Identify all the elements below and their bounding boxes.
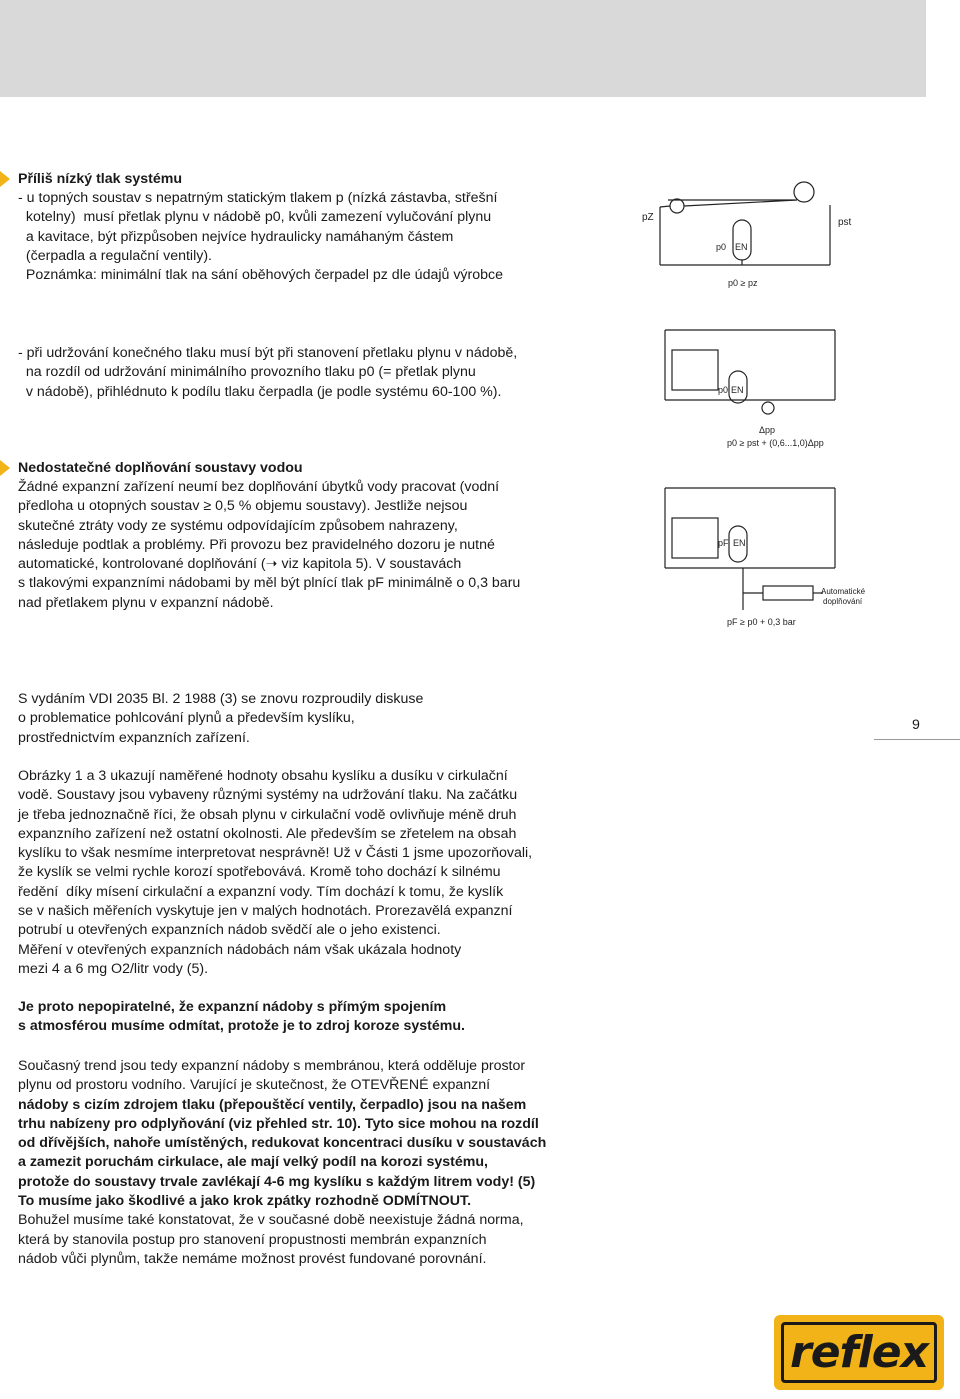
text-line: s atmosférou musíme odmítat, protože je to zdroj koroze systému. bbox=[18, 1018, 465, 1035]
text-line: Poznámka: minimální tlak na sání oběhových čerpadel pz dle údajů výrobce bbox=[18, 267, 504, 284]
pump-icon bbox=[762, 402, 774, 414]
text-line: (čerpadla a regulační ventily). bbox=[18, 247, 212, 264]
dp-label: Δpp bbox=[759, 425, 776, 435]
text-line: ředění díky mísení cirkulační a expanzní vody. Tím dochází k tomu, že kyslík bbox=[18, 883, 504, 900]
text-line: Obrázky 1 a 3 ukazují naměřené hodnoty obsahu kyslíku a dusíku v cirkulační bbox=[18, 768, 508, 784]
text-line: nádoby s cizím zdrojem tlaku (přepouštěcí ventily, čerpadlo) jsou na našem bbox=[18, 1096, 527, 1113]
text-line: plynu od prostoru vodního. Varující je skutečnost, že OTEVŘENÉ expanzní bbox=[18, 1077, 491, 1094]
text-line: se v našich měřeních vyskytuje jen v malých hodnotách. Prorezavělá expanzní bbox=[18, 903, 513, 920]
text-line: Současný trend jsou tedy expanzní nádoby s membránou, která odděluje prostor bbox=[18, 1058, 526, 1074]
diagram-1 bbox=[640, 175, 860, 295]
formula-label: p0 ≥ pz bbox=[728, 278, 758, 288]
text-line: je třeba jednoznačně říci, že obsah plynu v cirkulační vodě ovlivňuje méně druh bbox=[18, 806, 517, 823]
text-line: S vydáním VDI 2035 Bl. 2 1988 (3) se znovu rozproudily diskuse bbox=[18, 691, 424, 707]
text-line: o problematice pohlcování plynů a především kyslíku, bbox=[18, 710, 355, 727]
text-line: na rozdíl od udržování minimálního provozního tlaku p0 (= přetlak plynu bbox=[18, 364, 476, 381]
text-line: Žádné expanzní zařízení neumí bez doplňování úbytků vody pracovat (vodní bbox=[18, 479, 500, 495]
text-line: která by stanovila postup pro stanovení propustnosti membrán expanzních bbox=[18, 1231, 487, 1248]
section-heading: Nedostatečné doplňování soustavy vodou bbox=[18, 460, 303, 476]
section-body bbox=[18, 189, 503, 285]
logo-text: reflex bbox=[781, 1322, 937, 1383]
text-line: - při udržování konečného tlaku musí být při stanovení přetlaku plynu v nádobě, bbox=[18, 345, 518, 361]
diagram-3 bbox=[655, 478, 875, 633]
text-line: potrubí u otevřených expanzních nádob svědčí ale o jeho existenci. bbox=[18, 922, 441, 939]
p0-label: p0 bbox=[716, 242, 727, 252]
section-body bbox=[18, 478, 520, 613]
text-line: kotelny) musí přetlak plynu v nádobě p0, kvůli zamezení vylučování plynu bbox=[18, 209, 492, 226]
text-line: od dřívějších, nahoře umístěných, redukovat koncentraci dusíku v soustavách bbox=[18, 1135, 547, 1152]
section-body bbox=[18, 344, 517, 402]
pst-label: pst bbox=[838, 217, 852, 228]
pf-label: pF bbox=[718, 538, 729, 548]
p0-label: p0 bbox=[718, 385, 729, 395]
auto-label: doplňování bbox=[823, 597, 863, 606]
intro-block bbox=[18, 690, 423, 748]
expansion-tank-icon bbox=[733, 220, 751, 260]
page-number-divider bbox=[874, 739, 960, 740]
header-band bbox=[0, 0, 926, 97]
text-line: Měření v otevřených expanzních nádobách nám však ukázala hodnoty bbox=[18, 941, 462, 958]
boiler-icon bbox=[672, 350, 718, 390]
text-line: vodě. Soustavy jsou vybaveny různými systémy na udržování tlaku. Na začátku bbox=[18, 787, 518, 804]
boiler-icon bbox=[672, 518, 718, 558]
text-line: a kavitace, být přizpůsoben nejvíce hydraulicky namáhaným částem bbox=[18, 228, 454, 245]
text-line: a zamezit poruchám cirkulace, ale mají velký podíl na korozi systému, bbox=[18, 1154, 488, 1171]
text-line: To musíme jako škodlivé a jako krok zpátky rozhodně ODMÍTNOUT. bbox=[18, 1193, 472, 1210]
auto-label: Automatické bbox=[821, 587, 866, 596]
text-line: - u topných soustav s nepatrným statickým tlakem p (nízká zástavba, střešní bbox=[18, 190, 498, 206]
page-number: 9 bbox=[912, 717, 920, 733]
text-line: trhu nabízeny pro odplyňování (viz přehled str. 10). Tyto sice mohou na rozdíl bbox=[18, 1115, 539, 1132]
text-line: Bohužel musíme také konstatovat, že v současné době neexistuje žádná norma, bbox=[18, 1212, 524, 1229]
text-line: mezi 4 a 6 mg O2/litr vody (5). bbox=[18, 960, 209, 977]
formula-label: p0 ≥ pst + (0,6...1,0)Δpp bbox=[727, 438, 824, 448]
text-line: expanzního zařízení než ostatní okolnosti. Ale především se zřetelem na obsah bbox=[18, 825, 517, 842]
text-line: protože do soustavy trvale zavlékají 4-6 mg kyslíku s každým litrem vody! (5) bbox=[18, 1173, 536, 1190]
section-heading: Příliš nízký tlak systému bbox=[18, 171, 183, 187]
text-line: nad přetlakem plynu v expanzní nádobě. bbox=[18, 594, 274, 611]
text-line: nádob vůči plynům, takže nemáme možnost provést fundované porovnání. bbox=[18, 1250, 487, 1267]
pz-label: pZ bbox=[642, 212, 654, 223]
text-line: v nádobě), přihlédnuto k podílu tlaku čerpadla (je podle systému 60-100 %). bbox=[18, 383, 502, 400]
paragraph bbox=[18, 1057, 546, 1269]
diagram-2 bbox=[655, 325, 865, 450]
tank-label: EN bbox=[735, 242, 748, 252]
text-line: že kyslík se velmi rychle korozí spotřebovává. Kromě toho dochází k silnému bbox=[18, 864, 501, 881]
text-line: Je proto nepopiratelné, že expanzní nádoby s přímým spojením bbox=[18, 999, 447, 1015]
bullet-triangle-icon bbox=[0, 171, 10, 187]
refill-unit-icon bbox=[763, 586, 813, 600]
text-line: skutečné ztráty vody ze systému odpovídajícím způsobem nahrazeny, bbox=[18, 517, 458, 534]
text-line: předloha u otopných soustav ≥ 0,5 % objemu soustavy). Jestliže nejsou bbox=[18, 498, 468, 515]
gauge-icon bbox=[794, 182, 814, 202]
text-line: následuje podtlak a problémy. Při provozu bez pravidelného dozoru je nutné bbox=[18, 536, 495, 553]
paragraph bbox=[18, 767, 532, 979]
text-line: automatické, kontrolované doplňování (➝ viz kapitola 5). V soustavách bbox=[18, 556, 462, 573]
formula-label: pF ≥ p0 + 0,3 bar bbox=[727, 617, 796, 627]
text-line: kyslíku to však nesmíme interpretovat nesprávně! Už v Části 1 jsme upozorňovali, bbox=[18, 845, 533, 862]
tank-label: EN bbox=[731, 385, 744, 395]
reflex-logo bbox=[774, 1315, 944, 1390]
text-line: s tlakovými expanzními nádobami by měl být plnící tlak pF minimálně o 0,3 baru bbox=[18, 575, 521, 592]
bullet-triangle-icon bbox=[0, 460, 10, 476]
emphasis-paragraph bbox=[18, 998, 465, 1037]
text-line: prostřednictvím expanzních zařízení. bbox=[18, 729, 250, 746]
tank-label: EN bbox=[733, 538, 746, 548]
pump-icon bbox=[670, 199, 684, 213]
